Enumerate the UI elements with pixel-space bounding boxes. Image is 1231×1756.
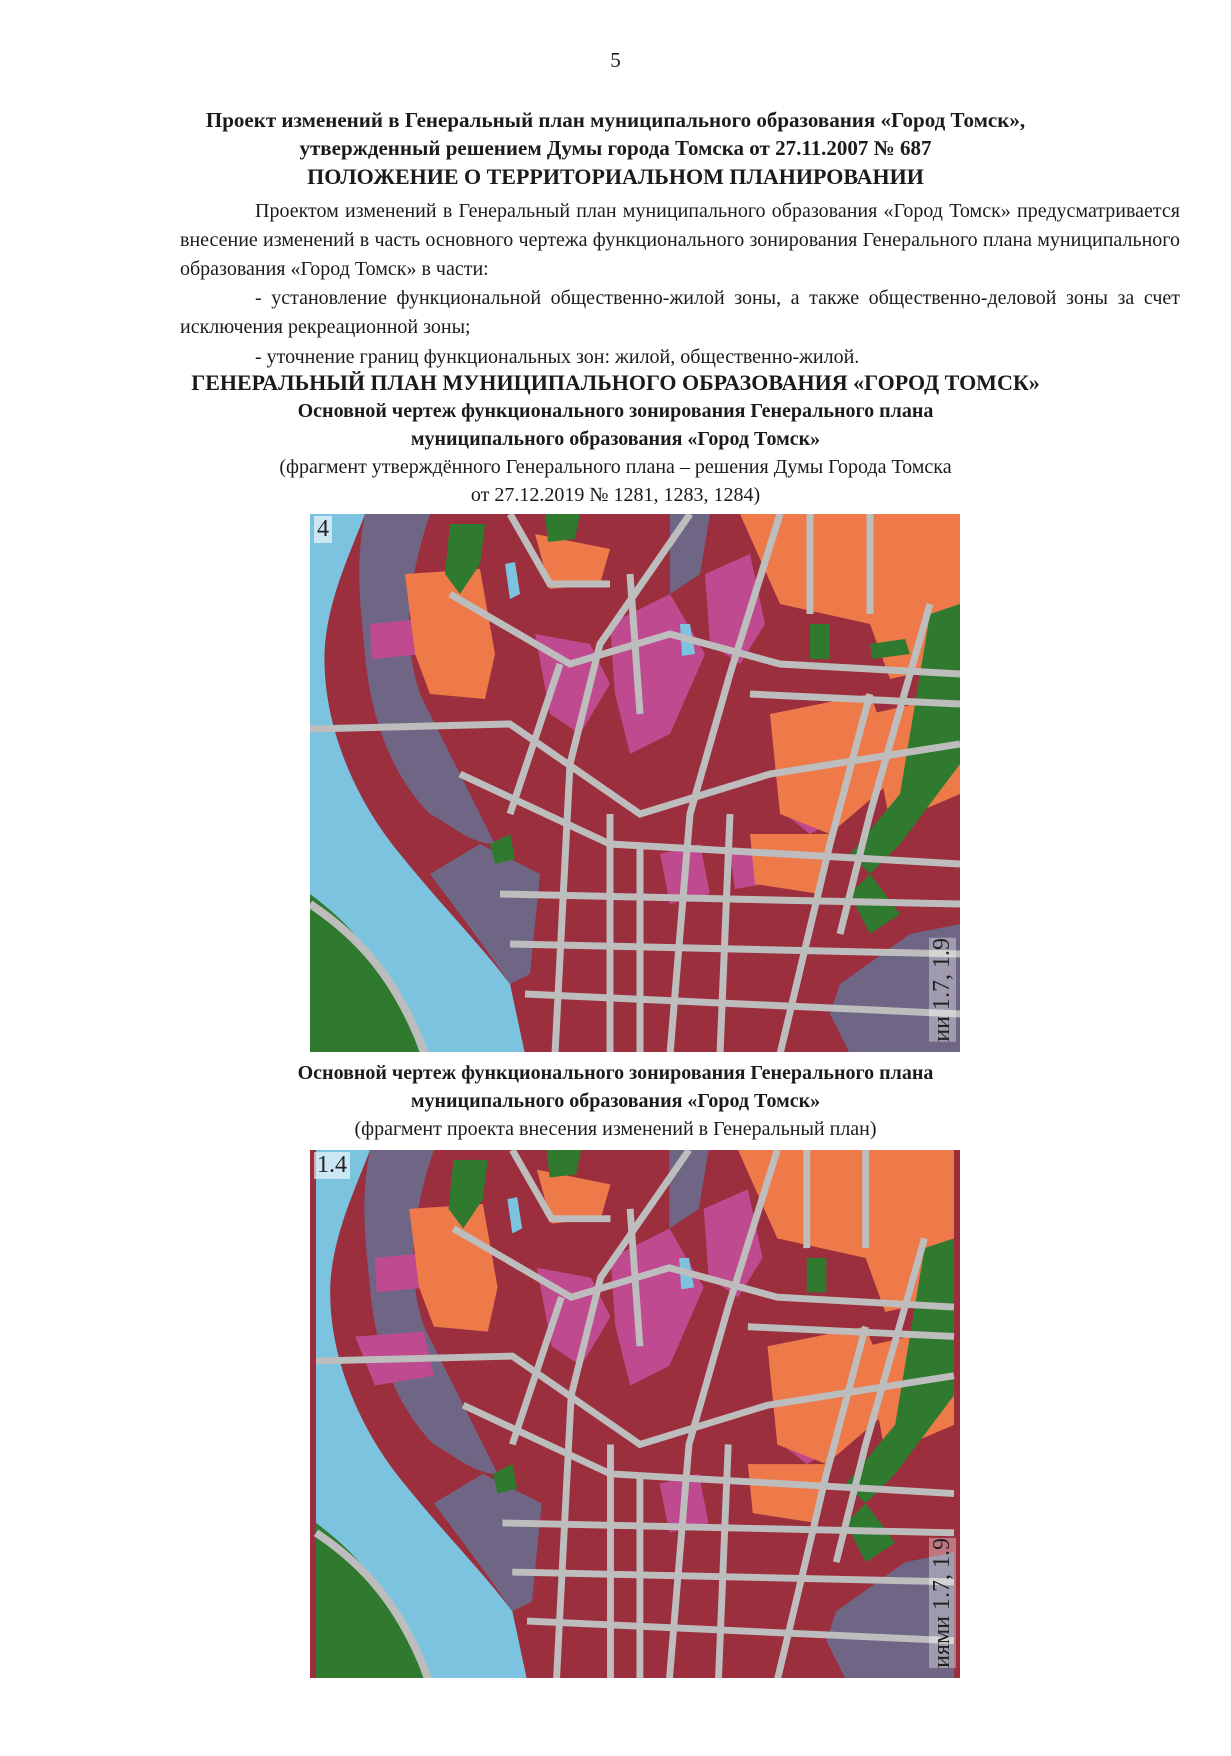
header-line-2: утвержденный решением Думы города Томска от 27.11.2007 № 687: [299, 136, 932, 160]
map2-title-line-1: Основной чертеж функционального зонирования Генерального плана: [297, 1062, 934, 1084]
paragraph-item-2: - уточнение границ функциональных зон: жилой, общественно-жилой.: [255, 346, 860, 368]
zoning-map-graphic: [310, 514, 960, 1052]
map1-sheet-label: 4: [314, 516, 332, 543]
section-title: ГЕНЕРАЛЬНЫЙ ПЛАН МУНИЦИПАЛЬНОГО ОБРАЗОВАНИЯ «ГОРОД ТОМСК»: [191, 370, 1040, 395]
map2-side-label: иями 1.7, 1.9: [929, 1538, 955, 1668]
page-number: 5: [610, 48, 621, 72]
map1-title-line-1: Основной чертеж функционального зонирования Генерального плана: [297, 400, 934, 422]
map1-caption-line-2: от 27.12.2019 № 1281, 1283, 1284): [470, 484, 761, 506]
zoning-map-proposed: [310, 1150, 960, 1678]
map2-title-line-2: муниципального образования «Город Томск»: [410, 1090, 821, 1112]
zoning-map-graphic: [310, 1150, 960, 1678]
map1-side-label: ии 1.7, 1.9: [929, 938, 955, 1042]
map2-caption: (фрагмент проекта внесения изменений в Генеральный план): [354, 1118, 877, 1140]
header-title: ПОЛОЖЕНИЕ О ТЕРРИТОРИАЛЬНОМ ПЛАНИРОВАНИИ: [307, 164, 924, 189]
header-line-1: Проект изменений в Генеральный план муниципального образования «Город Томск»,: [205, 108, 1026, 132]
map1-caption-line-1: (фрагмент утверждённого Генерального плана – решения Думы Города Томска: [279, 456, 952, 478]
map2-sheet-label: 1.4: [314, 1152, 350, 1179]
paragraph-item-1: - установление функциональной общественно-жилой зоны, а также общественно-деловой зоны за счет исключения рекреационной зоны;: [180, 287, 1180, 338]
zoning-map-approved: [310, 514, 960, 1052]
paragraph-intro: Проектом изменений в Генеральный план муниципального образования «Город Томск» предусматривается внесение изменений в часть основного чертежа функционального зонирования Генерального плана муниципального образования «Город Томск» в части:: [180, 200, 1180, 280]
map1-title-line-2: муниципального образования «Город Томск»: [410, 428, 821, 450]
